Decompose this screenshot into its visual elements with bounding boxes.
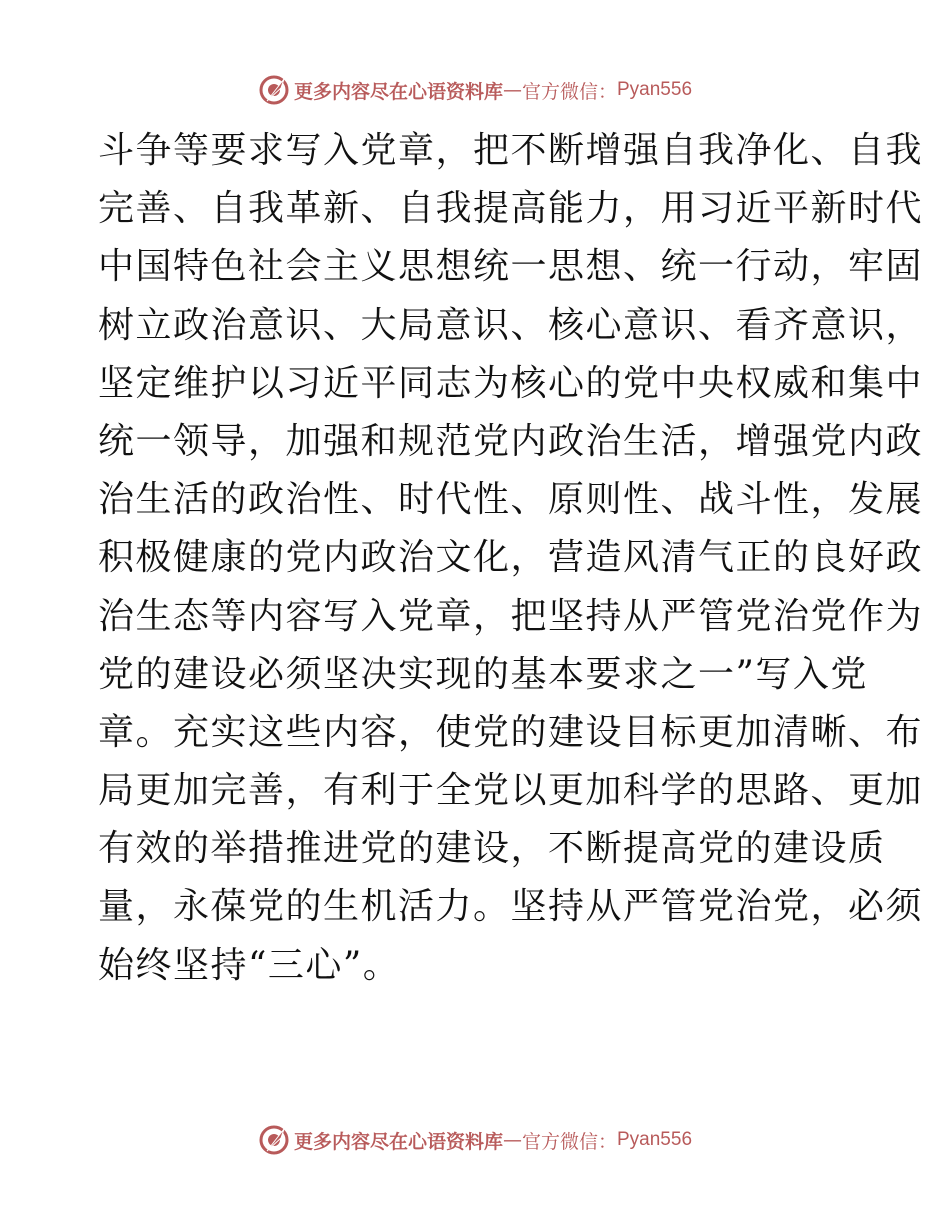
footer-banner-wechat-id: Pyan556: [617, 1129, 693, 1150]
header-banner-dash: —: [502, 79, 522, 101]
document-body: [98, 122, 924, 995]
body-line: 局更加完善，有利于全党以更加科学的思路、更加: [98, 770, 924, 812]
footer-banner: [0, 1120, 950, 1160]
body-line: 党的建设必须坚决实现的基本要求之一”写入党: [98, 653, 868, 695]
header-banner-wechat-label: 官方微信：: [521, 80, 617, 103]
quill-logo-icon: [258, 1124, 290, 1156]
body-line: 有效的举措推进党的建设，不断提高党的建设质: [98, 828, 886, 870]
body-line: 量，永葆党的生机活力。坚持从严管党治党，必须: [98, 886, 924, 928]
body-line: 树立政治意识、大局意识、核心意识、看齐意识，: [98, 304, 924, 346]
body-line: 章。充实这些内容，使党的建设目标更加清晰、布: [98, 711, 924, 753]
body-line: 治生活的政治性、时代性、原则性、战斗性，发展: [98, 479, 924, 521]
body-line: 斗争等要求写入党章，把不断增强自我净化、自我: [98, 130, 924, 171]
footer-banner-wechat-label: 官方微信：: [521, 1130, 617, 1153]
body-line: 积极健康的党内政治文化，营造风清气正的良好政: [98, 537, 924, 579]
body-line: 治生态等内容写入党章，把坚持从严管党治党作为: [98, 595, 924, 637]
header-banner-title: 更多内容尽在心语资料库: [293, 80, 503, 103]
body-line: 中国特色社会主义思想统一思想、统一行动，牢固: [98, 246, 924, 288]
body-line: 始终坚持“三心”。: [98, 944, 401, 986]
body-line: 统一领导，加强和规范党内政治生活，增强党内政: [98, 420, 924, 462]
quill-logo-icon: [258, 74, 290, 106]
footer-banner-dash: —: [502, 1129, 522, 1151]
body-line: 完善、自我革新、自我提高能力，用习近平新时代: [98, 188, 924, 230]
header-banner-wechat-id: Pyan556: [617, 79, 693, 100]
footer-banner-title: 更多内容尽在心语资料库: [293, 1130, 503, 1153]
header-banner: [0, 70, 950, 110]
body-line: 坚定维护以习近平同志为核心的党中央权威和集中: [98, 362, 924, 404]
